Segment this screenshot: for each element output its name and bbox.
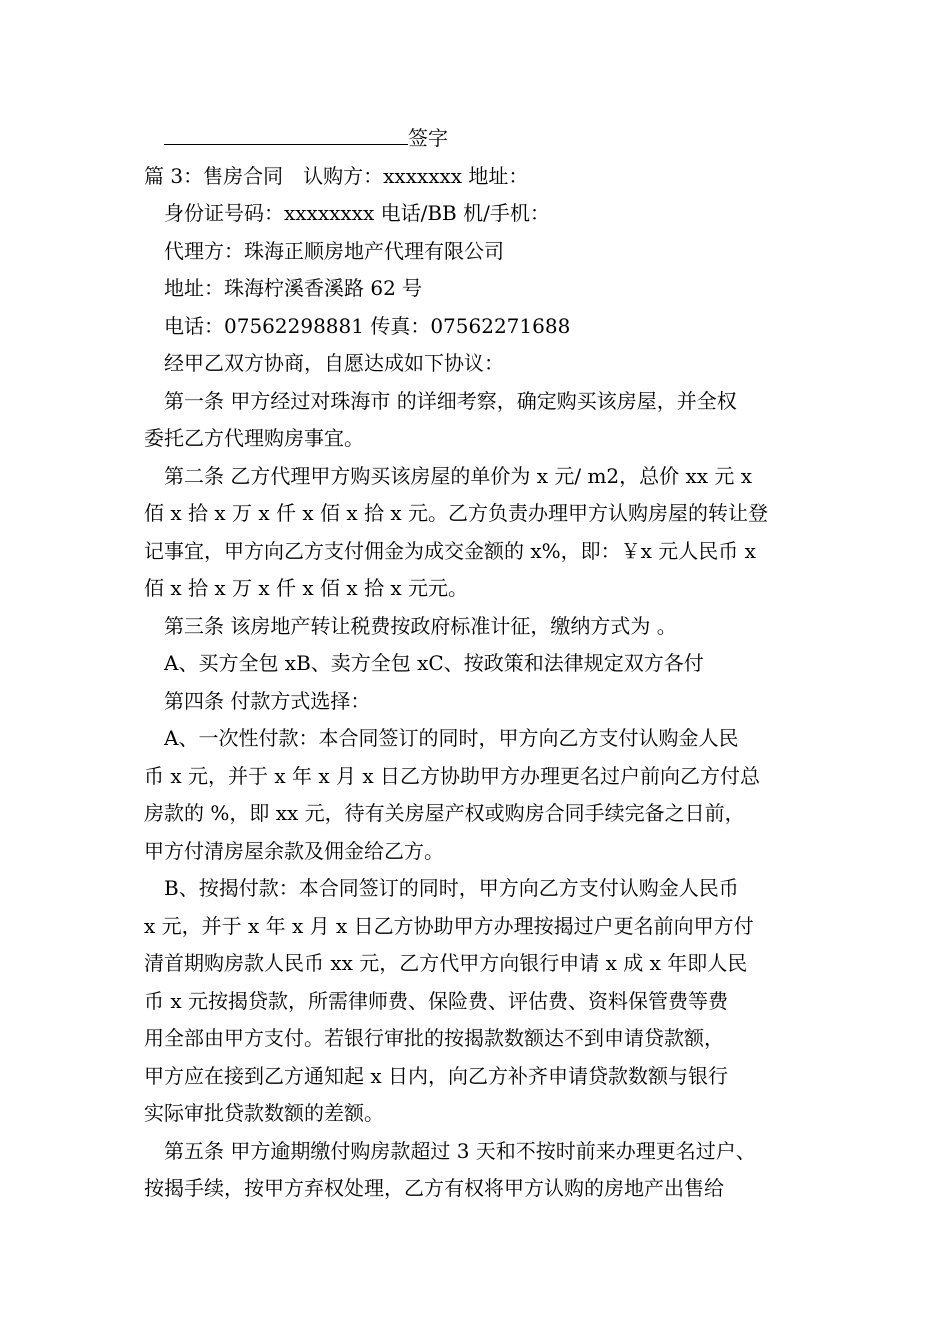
clause-4b-line-2: x 元，并于 x 年 x 月 x 日乙方协助甲方办理按揭过户更名前向甲方付	[144, 913, 754, 938]
section-header: 篇 3：售房合同 认购方：xxxxxxx 地址：	[144, 163, 529, 188]
clause-4a-line-1: A、一次性付款：本合同签订的同时，甲方向乙方支付认购金人民	[164, 726, 739, 750]
clause-4a-line-3: 房款的 %，即 xx 元，待有关房屋产权或购房合同手续完备之日前，	[144, 801, 745, 825]
clause-2-line-1: 第二条 乙方代理甲方购买该房屋的单价为 x 元/ m2，总价 xx 元 x	[164, 463, 753, 488]
clause-4b-line-4: 币 x 元按揭贷款，所需律师费、保险费、评估费、资料保管费等费	[144, 988, 728, 1013]
signature-line	[164, 122, 408, 145]
agreement-intro: 经甲乙双方协商，自愿达成如下协议：	[164, 351, 504, 375]
clause-4b-line-6: 甲方应在接到乙方通知起 x 日内，向乙方补齐申请贷款数额与银行	[144, 1063, 728, 1088]
clause-4b-line-5: 用全部由甲方支付。若银行审批的按揭款数额达不到申请贷款额，	[144, 1026, 724, 1050]
signature-label: 签字	[408, 126, 448, 150]
clause-3-options: A、买方全包 xB、卖方全包 xC、按政策和法律规定双方各付	[164, 651, 704, 675]
clause-5-line-1: 第五条 甲方逾期缴付购房款超过 3 天和不按时前来办理更名过户、	[164, 1138, 756, 1163]
id-phone-line: 身份证号码：xxxxxxxx 电话/BB 机/手机：	[164, 201, 550, 225]
clause-4a-line-4: 甲方付清房屋余款及佣金给乙方。	[144, 838, 444, 863]
clause-4a-line-2: 币 x 元，并于 x 年 x 月 x 日乙方协助甲方办理更名过户前向乙方付总	[144, 763, 760, 788]
clause-2-line-2: 佰 x 拾 x 万 x 仟 x 佰 x 拾 x 元。乙方负责办理甲方认购房屋的转让登	[144, 501, 768, 525]
clause-2-line-4: 佰 x 拾 x 万 x 仟 x 佰 x 拾 x 元元。	[144, 576, 468, 600]
agent-line: 代理方：珠海正顺房地产代理有限公司	[164, 238, 504, 263]
clause-4b-line-7: 实际审批贷款数额的差额。	[144, 1101, 384, 1125]
phone-fax-line: 电话：07562298881 传真：07562271688	[164, 313, 571, 338]
address-line: 地址：珠海柠溪香溪路 62 号	[164, 276, 423, 300]
clause-1-line-2: 委托乙方代理购房事宜。	[144, 426, 364, 450]
clause-5-line-2: 按揭手续，按甲方弃权处理，乙方有权将甲方认购的房地产出售给	[144, 1176, 724, 1200]
clause-4b-line-3: 清首期购房款人民币 xx 元，乙方代甲方向银行申请 x 成 x 年即人民	[144, 951, 748, 975]
clause-1-line-1: 第一条 甲方经过对珠海市 的详细考察，确定购买该房屋，并全权	[164, 388, 737, 413]
clause-2-line-3: 记事宜，甲方向乙方支付佣金为成交金额的 x%，即：￥x 元人民币 x	[144, 538, 756, 563]
clause-4b-line-1: B、按揭付款：本合同签订的同时，甲方向乙方支付认购金人民币	[164, 876, 739, 900]
clause-3-line-1: 第三条 该房地产转让税费按政府标准计征，缴纳方式为 。	[164, 613, 677, 638]
clause-4-title: 第四条 付款方式选择：	[164, 688, 371, 713]
signature-row	[144, 120, 850, 158]
